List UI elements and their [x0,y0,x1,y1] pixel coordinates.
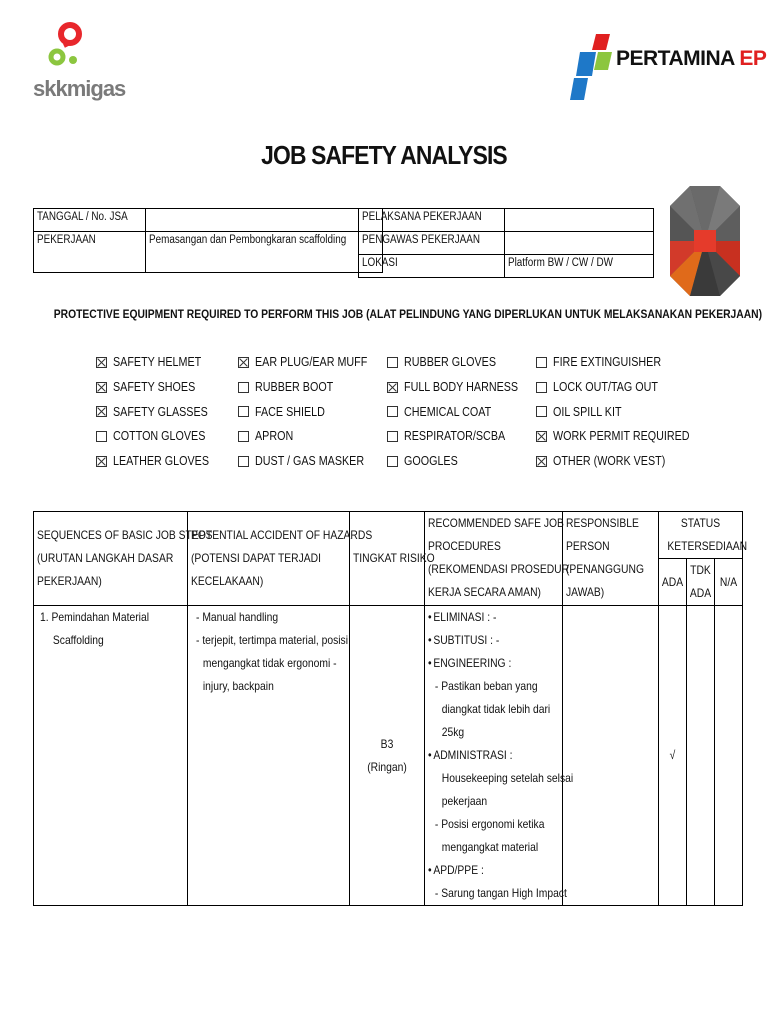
info-table-left [33,208,383,273]
ppe-item-label: DUST / GAS MASKER [255,454,365,469]
ppe-item-label: FIRE EXTINGUISHER [553,355,662,370]
info-label-text: PENGAWAS PEKERJAAN [362,234,480,246]
ppe-item-label: FACE SHIELD [255,404,325,419]
header-text: TINGKAT RISIKO [353,551,435,565]
checkbox-icon[interactable] [536,382,547,393]
document-title: JOB SAFETY ANALYSIS [261,140,507,170]
info-table-right [358,208,654,278]
cell-step [34,606,188,906]
ppe-item-label: RUBBER BOOT [255,380,334,395]
checked-box-icon[interactable] [536,456,547,467]
pertamina-wordmark [616,47,766,71]
checkbox-icon[interactable] [238,406,249,417]
checked-box-icon[interactable] [96,357,107,368]
info-label [359,255,505,278]
checked-box-icon[interactable] [536,431,547,442]
step-text: 1. Pemindahan Material [40,610,150,624]
cell-na [715,606,743,906]
header-hazards [188,512,373,606]
header-tdk-ada [687,559,715,606]
checkbox-icon[interactable] [387,431,398,442]
checkbox-icon[interactable] [536,406,547,417]
info-value-text: Platform BW / CW / DW [508,257,614,269]
table-header-row [34,512,743,559]
header-text: KETERSEDIAAN [667,539,748,553]
ppe-item [536,375,712,400]
checked-box-icon[interactable] [238,357,249,368]
ppe-item [96,449,225,474]
step-text: Scaffolding [52,633,104,647]
info-label-text: LOKASI [362,257,398,269]
hazard-text: mengangkat tidak ergonomi - [202,656,337,670]
header-text: POTENTIAL ACCIDENT OF HAZARDS [191,528,373,542]
ppe-item [536,424,712,449]
pertamina-name: PERTAMINA [616,47,734,70]
ppe-item [387,350,537,375]
info-value-tanggal[interactable] [146,209,382,232]
checkbox-icon[interactable] [238,456,249,467]
info-value-text: Pemasangan dan Pembongkaran scaffolding [149,234,347,246]
ppe-item [96,350,225,375]
ppe-item [238,350,386,375]
header-text: PROCEDURES [428,539,501,553]
ppe-item-label: LEATHER GLOVES [113,454,209,469]
ppe-item-label: SAFETY SHOES [113,380,196,395]
info-value-pengawas[interactable] [505,232,654,255]
header-text: N/A [719,574,738,589]
cell-procedures [425,606,574,906]
ppe-item [536,449,712,474]
procedure-item: mengangkat material [441,840,539,854]
ppe-item-label: OIL SPILL KIT [553,404,622,419]
ppe-item-label: CHEMICAL COAT [404,404,492,419]
header-text: ADA [661,574,684,589]
procedure-administrasi: • ADMINISTRASI : [428,744,541,767]
ppe-item-label: RUBBER GLOVES [404,355,497,370]
cell-tdk-ada [687,606,715,906]
ppe-item [238,399,386,424]
header-text: RESPONSIBLE [566,516,639,530]
procedure-apd: • APD/PPE : [428,859,541,882]
ppe-column-1 [96,350,225,473]
ppe-item-label: WORK PERMIT REQUIRED [553,429,690,444]
info-value-pekerjaan[interactable] [146,232,382,273]
procedure-subtitusi: • SUBTITUSI : - [428,629,541,652]
table-row [34,606,743,906]
header-text: PERSON [566,539,610,553]
ppe-item [96,399,225,424]
ppe-column-4 [536,350,712,473]
ppe-item [96,424,225,449]
cell-responsible [563,606,659,906]
header-responsible [563,512,659,606]
header-text: STATUS [680,516,721,530]
procedure-engineering: • ENGINEERING : [428,652,541,675]
risk-text: B3 [380,736,394,751]
info-label [34,232,146,273]
checkbox-icon[interactable] [238,431,249,442]
procedure-item: 25kg [441,725,465,739]
ppe-heading: PROTECTIVE EQUIPMENT REQUIRED TO PERFORM THIS JOB (ALAT PELINDUNG YANG DIPERLUKAN UNTUK MELAKSANAKAN PEKERJAAN) [53,307,763,321]
ppe-item [387,375,537,400]
checkbox-icon[interactable] [387,357,398,368]
ppe-item-label: GOOGLES [404,454,458,469]
ppe-item-label: LOCK OUT/TAG OUT [553,380,658,395]
ppe-item-label: APRON [255,429,294,444]
ppe-item [536,399,712,424]
header-text: ADA [689,586,712,600]
ppe-item [387,449,537,474]
header-ada [659,559,687,606]
header-steps [34,512,213,606]
safety-wheel-image [668,184,742,298]
header-risk [350,512,435,606]
checkmark-icon: √ [669,748,676,762]
info-label-text: PEKERJAAN [37,234,96,246]
ppe-item-label: RESPIRATOR/SCBA [404,429,506,444]
ppe-item [387,399,537,424]
info-label-text: TANGGAL / No. JSA [37,211,128,223]
checked-box-icon[interactable] [96,406,107,417]
info-row-pelaksana [359,209,654,232]
ppe-item-label: SAFETY GLASSES [113,404,208,419]
procedure-item: - Posisi ergonomi ketika [428,813,541,836]
ppe-item-label: EAR PLUG/EAR MUFF [255,355,368,370]
checked-box-icon[interactable] [96,382,107,393]
ppe-item-label: COTTON GLOVES [113,429,206,444]
ppe-column-2 [238,350,386,473]
procedure-item: - Sarung tangan High Impact [428,882,541,905]
procedure-item: Housekeeping setelah selsai [441,771,574,785]
ppe-column-3 [387,350,537,473]
cell-risk [350,606,425,906]
header-text: RECOMMENDED SAFE JOB [428,516,564,530]
hazard-text: - terjepit, tertimpa material, posisi [196,629,325,652]
checkbox-icon[interactable] [96,431,107,442]
skkmigas-wordmark: skkmigas [33,76,126,101]
ppe-item [238,449,386,474]
cell-hazards [188,606,350,906]
procedure-eliminasi: • ELIMINASI : - [428,606,541,629]
header-text: KERJA SECARA AMAN) [428,585,541,599]
ppe-item [238,375,386,400]
ppe-item-label: FULL BODY HARNESS [404,380,519,395]
checkbox-icon[interactable] [238,382,249,393]
header-text: TDK [690,563,711,577]
checkbox-icon[interactable] [387,456,398,467]
header-na [715,559,743,606]
procedure-item: - Pastikan beban yang [428,675,541,698]
procedure-item: pekerjaan [441,794,488,808]
header-text: (POTENSI DAPAT TERJADI [191,551,321,565]
hazard-text: injury, backpain [202,679,274,693]
info-row-lokasi [359,255,654,278]
info-row-pengawas [359,232,654,255]
header-text: (REKOMENDASI PROSEDUR [428,562,570,576]
info-row-tanggal [34,209,383,232]
info-value-lokasi[interactable] [505,255,654,278]
risk-text: (Ringan) [367,759,407,774]
header-text: JAWAB) [566,585,605,599]
header-text: KECELAKAAN) [191,574,264,588]
pertamina-ep-suffix: EP [739,47,767,70]
info-label [359,209,505,232]
ppe-item [96,375,225,400]
ppe-item-label: OTHER (WORK VEST) [553,454,666,469]
checkbox-icon[interactable] [536,357,547,368]
checked-box-icon[interactable] [387,382,398,393]
header-text: PEKERJAAN) [37,574,102,588]
ppe-item [387,424,537,449]
procedure-item: diangkat tidak lebih dari [441,702,551,716]
info-label [34,209,146,232]
checkbox-icon[interactable] [387,406,398,417]
cell-ada [659,606,687,906]
ppe-item [238,424,386,449]
header-text: SEQUENCES OF BASIC JOB STEPS [37,528,213,542]
info-row-pekerjaan [34,232,383,273]
header-text: (PENANGGUNG [566,562,644,576]
info-label-text: PELAKSANA PEKERJAAN [362,211,482,223]
checked-box-icon[interactable] [96,456,107,467]
header-text: (URUTAN LANGKAH DASAR [37,551,174,565]
hazard-text: - Manual handling [196,606,325,629]
info-value-pelaksana[interactable] [505,209,654,232]
info-label [359,232,505,255]
header-status [659,512,748,559]
header-procedures [425,512,570,606]
jsa-table [33,511,748,906]
ppe-item-label: SAFETY HELMET [113,355,202,370]
ppe-item [536,350,712,375]
